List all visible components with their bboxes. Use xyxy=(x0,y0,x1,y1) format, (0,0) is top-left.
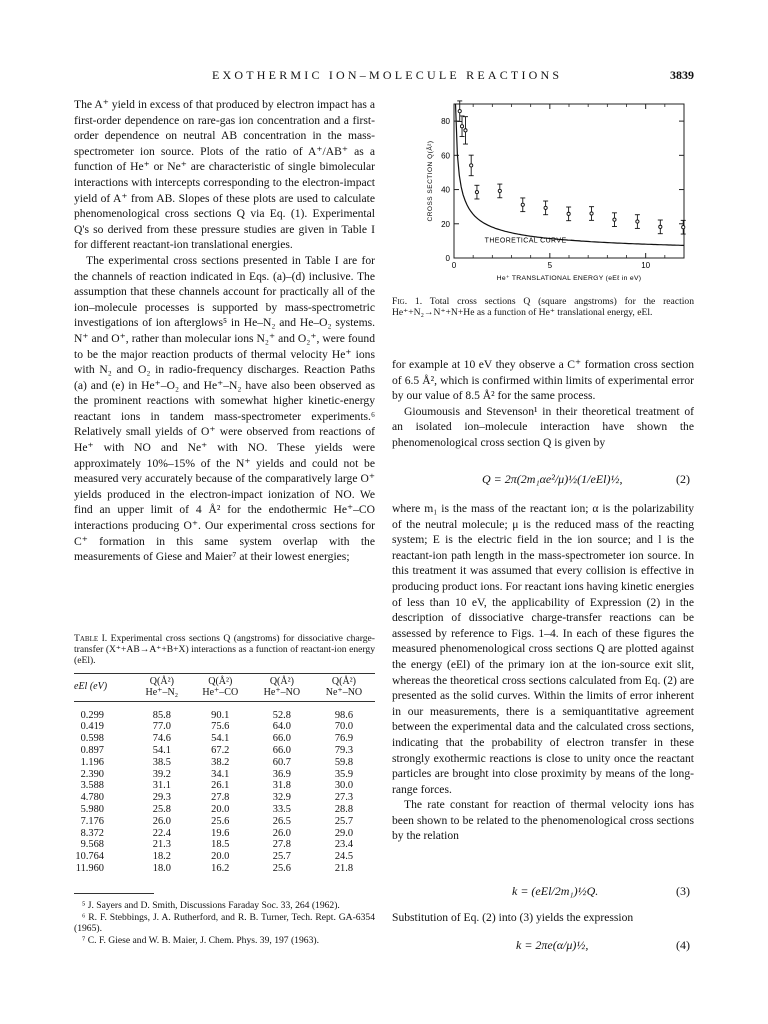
table-cell-value: 20.0 xyxy=(211,803,230,815)
table-cell-value: 25.8 xyxy=(152,803,171,815)
footnotes xyxy=(74,893,375,947)
table-cell-energy: 0.419 xyxy=(80,721,104,733)
table-cell-value: 29.3 xyxy=(152,792,171,804)
table-cell-value: 54.1 xyxy=(152,745,171,756)
table-cell-value: 25.7 xyxy=(334,815,354,827)
data-point xyxy=(636,220,639,223)
table-cell-energy: 11.960 xyxy=(75,862,104,874)
table-cell-value: 54.1 xyxy=(211,733,230,745)
header-he-co: Q(Å²) He⁺–CO xyxy=(202,675,239,698)
right-column-bottom xyxy=(392,501,694,844)
table-cell-value: 35.9 xyxy=(334,768,354,780)
figure-caption xyxy=(392,296,694,318)
table-cell-value: 18.0 xyxy=(152,862,171,874)
table-cell-energy: 4.780 xyxy=(80,792,104,804)
table-cell-energy: 7.176 xyxy=(80,815,104,827)
header-ne-no: Q(Å²) Ne⁺–NO xyxy=(325,675,363,698)
table-cell-value: 67.2 xyxy=(211,745,230,756)
y-tick-label: 20 xyxy=(441,219,450,229)
table-cell-value: 85.8 xyxy=(152,709,171,721)
cross-section-table xyxy=(74,673,375,875)
paragraph-cross-sections: The experimental cross sections presented in Table I are for the channels of reaction indicated in Eqs. (a)–(d) inclusive. The assumption that these channels account for practically all of the ion–molecule processes is supported by mass-spectrometric investigations of ion afterglows⁵ in He–N₂ and He–O₂ systems. N⁺ and O⁺, rather than molecular ions N₂⁺ and O₂⁺, were found to be the major reaction products of thermal velocity He⁺ ions with N₂ and O₂ in radio-frequency discharges. Reaction Paths (a) and (e) in He⁺–O₂ and He⁺–N₂ have also been observed as the prominent reactions with somewhat higher kinetic-energy reactant ions in tandem mass-spectrometer experiments.⁶ Relatively small yields of O⁺ were observed from reactions of He⁺ with NO and Ne⁺ with NO. These yields were approximately 10%–15% of the N⁺ yields and could not be measured very accurately because of the comparatively large O⁺ yields produced in the electron-impact ionization of NO. We find an upper limit of 4 Å² for the endothermic He⁺–CO interactions producing O⁺. Our experimental cross sections for C⁺ formation in this same system overlap with the measurements of Giese and Maier⁷ at their lowest energies; xyxy=(74,253,375,564)
table-cell-value: 29.0 xyxy=(334,827,354,839)
table-cell-value: 27.8 xyxy=(211,792,230,804)
y-tick-label: 0 xyxy=(445,254,450,263)
table-row xyxy=(74,757,375,769)
y-tick-label: 60 xyxy=(441,151,450,161)
table-cell-value: 16.2 xyxy=(211,862,230,874)
footnote-7: ⁷ C. F. Giese and W. B. Maier, J. Chem. Phys. 39, 197 (1963). xyxy=(82,935,319,946)
y-tick-label: 80 xyxy=(441,117,450,127)
table-cell-energy: 1.196 xyxy=(80,756,104,768)
table-row xyxy=(74,721,375,733)
table-cell-value: 27.8 xyxy=(272,839,291,851)
table-header-row xyxy=(74,673,375,701)
table-cell-value: 25.7 xyxy=(272,851,291,863)
data-point xyxy=(659,225,662,228)
data-point xyxy=(682,226,685,229)
table-row xyxy=(74,710,375,722)
equation-4-number: (4) xyxy=(676,938,690,952)
data-point xyxy=(458,110,461,113)
table-cell-value: 52.8 xyxy=(272,709,291,721)
table-row xyxy=(74,851,375,863)
table-cell-energy: 10.764 xyxy=(75,851,104,863)
paragraph-c-formation: for example at 10 eV they observe a C⁺ formation cross section of 6.5 Å², which is confirmed within limits of experimental error by our value of 8.5 Å² for the same process. xyxy=(392,358,694,403)
table-row xyxy=(74,792,375,804)
x-tick-label: 5 xyxy=(547,261,553,270)
table-cell-energy: 0.897 xyxy=(80,745,104,756)
table-cell-value: 19.6 xyxy=(211,827,230,839)
data-point xyxy=(590,212,593,215)
equation-2: Q = 2π(2m₁αe²/μ)½(1/eEl)½, xyxy=(482,472,623,486)
table-cell-value: 76.9 xyxy=(334,733,354,745)
table-cell-value: 79.3 xyxy=(334,745,354,756)
right-column-top xyxy=(392,357,694,451)
table-cell-value: 22.4 xyxy=(152,827,171,839)
theoretical-curve-label: THEORETICAL CURVE xyxy=(484,237,567,245)
table-cell-value: 36.9 xyxy=(272,768,291,780)
table-cell-value: 25.6 xyxy=(272,862,291,874)
table-row xyxy=(74,839,375,851)
table-row xyxy=(74,733,375,745)
table-cell-value: 18.2 xyxy=(152,851,171,863)
left-column xyxy=(74,97,375,565)
table-cell-value: 74.6 xyxy=(152,733,171,745)
table-i xyxy=(74,633,375,875)
table-cell-value: 30.0 xyxy=(334,780,354,792)
table-cell-value: 21.8 xyxy=(334,862,354,874)
table-cell-value: 33.5 xyxy=(272,803,291,815)
footnote-6: ⁶ R. F. Stebbings, J. A. Rutherford, and R. B. Turner, Tech. Rept. GA-6354 (1965). xyxy=(74,912,375,934)
table-cell-value: 26.1 xyxy=(211,780,230,792)
paragraph-substitution-wrap xyxy=(392,910,694,926)
table-row xyxy=(74,828,375,840)
table-cell-value: 66.0 xyxy=(272,733,291,745)
paragraph-gioumousis: Gioumousis and Stevenson¹ in their theoretical treatment of an isolated ion–molecule interaction have shown the phenomenological cross section Q is given by xyxy=(392,404,694,449)
table-row xyxy=(74,816,375,828)
table-cell-energy: 3.588 xyxy=(80,780,104,792)
table-cell-value: 90.1 xyxy=(211,709,230,721)
table-cell-value: 38.5 xyxy=(152,756,171,768)
table-cell-energy: 0.598 xyxy=(80,733,104,745)
running-title: EXOTHERMIC ION–MOLECULE REACTIONS xyxy=(212,68,563,82)
table-cell-value: 60.7 xyxy=(272,756,291,768)
figure-caption-text: Total cross sections Q (square angstroms) for the reaction He⁺+N₂→N⁺+N+He as a function of He⁺ translational energy, eEl. xyxy=(392,296,694,319)
table-cell-value: 27.3 xyxy=(334,792,354,804)
table-row xyxy=(74,804,375,816)
table-cell-value: 66.0 xyxy=(272,745,291,756)
table-cell-energy: 2.390 xyxy=(80,768,104,780)
equation-3-number: (3) xyxy=(676,884,690,898)
figure-caption-label: Fig. 1. xyxy=(392,296,423,307)
data-point xyxy=(544,206,547,209)
data-point xyxy=(521,203,524,206)
paragraph-where: where m₁ is the mass of the reactant ion; α is the polarizability of the neutral molecule; μ is the reduced mass of the reacting system; E is the electric field in the ion source; and l is the reactant-ion path length in the mass-spectrometer ion source. In this treatment it was assumed that every collision is effective in producing product ions. For reactant ions having kinetic energies of less than 10 eV, the applicability of Expression (2) in the description of dissociative charge-transfer reactions can be assessed by reference to Figs. 1–4. In each of these figures the measured phenomenological cross sections Q are plotted against the energy (eEl) of the primary ion at the ion-source exit slit, whereas the theoretical cross sections calculated from Eq. (2) are presented as the solid curves. Within the limits of error inherent in our measurements, there is a semiquantitative agreement between the experimental data and the calculated cross sections, indicating that the probability of electron transfer in these strongly exothermic reactions is close to unity once the reactant particles are brought into close proximity by means of the long-range forces. xyxy=(392,502,694,796)
table-cell-value: 59.8 xyxy=(334,756,354,768)
footnote-5: ⁵ J. Sayers and D. Smith, Discussions Faraday Soc. 33, 264 (1962). xyxy=(82,900,340,911)
table-cell-value: 31.1 xyxy=(152,780,171,792)
data-point xyxy=(464,129,467,132)
x-tick-label: 0 xyxy=(451,261,457,270)
y-tick-label: 40 xyxy=(441,185,450,195)
table-cell-value: 64.0 xyxy=(272,721,291,733)
table-cell-value: 20.0 xyxy=(211,851,230,863)
table-cell-value: 77.0 xyxy=(152,721,171,733)
table-cell-value: 24.5 xyxy=(334,851,354,863)
equation-2-number: (2) xyxy=(676,472,690,486)
paragraph-substitution: Substitution of Eq. (2) into (3) yields the expression xyxy=(392,911,634,924)
table-caption-text: Experimental cross sections Q (angstroms) for dissociative charge-transfer (X⁺+AB→A⁺+B+X) interactions as a function of reactant-ion energy (eEl). xyxy=(74,633,375,667)
data-point xyxy=(567,212,570,215)
header-he-n2: Q(Å²) He⁺–N₂ xyxy=(145,675,179,698)
header-energy: eEl (eV) xyxy=(74,681,108,693)
table-caption-label: Table I. xyxy=(74,633,108,644)
table-cell-energy: 8.372 xyxy=(80,827,104,839)
table-cell-value: 23.4 xyxy=(334,839,354,851)
table-cell-value: 26.0 xyxy=(152,815,171,827)
table-row xyxy=(74,745,375,757)
table-cell-value: 38.2 xyxy=(211,756,230,768)
table-cell-value: 32.9 xyxy=(272,792,291,804)
y-axis-label: CROSS SECTION Q(Å²) xyxy=(427,140,434,222)
table-cell-energy: 0.299 xyxy=(80,709,104,721)
table-cell-value: 75.6 xyxy=(211,721,230,733)
table-cell-value: 28.8 xyxy=(334,803,354,815)
running-header xyxy=(0,68,768,84)
table-cell-energy: 5.980 xyxy=(80,803,104,815)
footnote-rule xyxy=(74,893,154,894)
figure-1 xyxy=(422,94,702,294)
equation-3: k = (eEl/2m₁)½Q. xyxy=(512,884,599,898)
data-point xyxy=(498,189,501,192)
table-cell-value: 34.1 xyxy=(211,768,230,780)
x-tick-label: 10 xyxy=(641,261,651,270)
table-cell-value: 98.6 xyxy=(334,709,354,721)
table-cell-value: 25.6 xyxy=(211,815,230,827)
table-row xyxy=(74,780,375,792)
page-number: 3839 xyxy=(670,68,694,82)
paragraph-a-yield: The A⁺ yield in excess of that produced by electron impact has a first-order dependence on rare-gas ion concentration and a first-order dependence on neutral AB concentration in the mass-spectrometer ion source. Plots of the ratio of A⁺/AB⁺ as a function of He⁺ or Ne⁺ are characteristic of single bimolecular interactions with intercepts corresponding to the electron-impact yield of A⁺ from AB. Slopes of these plots are used to calculate phenomenological cross sections Q via Eq. (1). Experimental Q's so derived from these pressure studies are given in Table I for different reactant-ion translational energies. xyxy=(74,98,375,252)
table-row xyxy=(74,863,375,875)
table-cell-energy: 9.568 xyxy=(80,839,104,851)
header-he-no: Q(Å²) He⁺–NO xyxy=(263,675,301,698)
x-axis-label: He⁺ TRANSLATIONAL ENERGY (eEℓ in eV) xyxy=(496,275,642,282)
figure-1-plot xyxy=(422,94,702,294)
table-cell-value: 39.2 xyxy=(152,768,171,780)
table-cell-value: 18.5 xyxy=(211,839,230,851)
table-cell-value: 26.0 xyxy=(272,827,291,839)
table-cell-value: 26.5 xyxy=(272,815,291,827)
data-point xyxy=(475,191,478,194)
table-spacer xyxy=(74,701,375,710)
equation-4: k = 2πe(α/μ)½, xyxy=(516,938,589,952)
data-point xyxy=(613,218,616,221)
table-cell-value: 21.3 xyxy=(152,839,171,851)
table-row xyxy=(74,769,375,781)
theoretical-curve xyxy=(456,104,685,245)
table-cell-value: 70.0 xyxy=(334,721,354,733)
plot-frame xyxy=(454,104,684,258)
table-caption xyxy=(74,633,375,667)
data-point xyxy=(470,164,473,167)
table-cell-value: 31.8 xyxy=(272,780,291,792)
data-point xyxy=(460,125,463,128)
paragraph-rate-constant: The rate constant for reaction of thermal velocity ions has been shown to be related to the phenomenological cross sections by the relation xyxy=(392,798,694,843)
